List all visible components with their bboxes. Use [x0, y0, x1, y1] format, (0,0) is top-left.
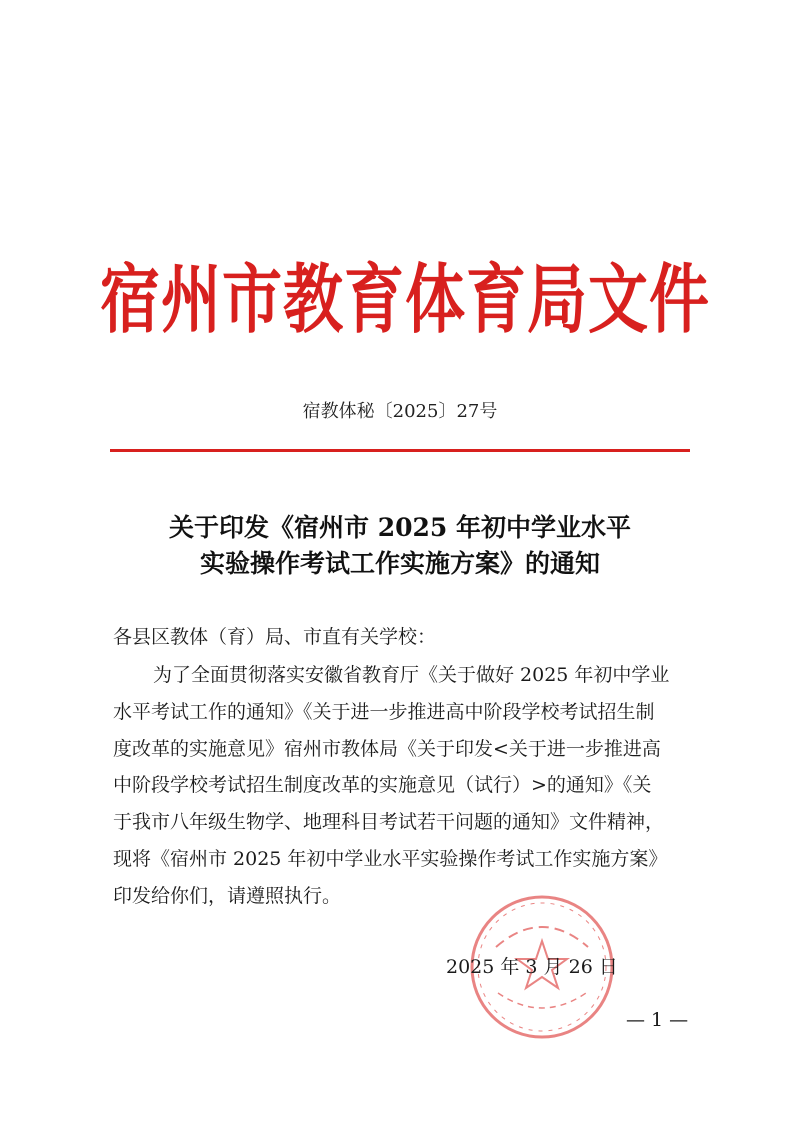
- body-text: [113, 657, 703, 915]
- body-line: 度改革的实施意见》宿州市教体局《关于印发<关于进一步推进高: [113, 737, 661, 760]
- masthead-title: 宿州市教育体育局文件: [100, 256, 710, 345]
- red-divider-line: [110, 449, 690, 452]
- body-line: 印发给你们，请遵照执行。: [113, 884, 342, 907]
- notice-title: [80, 510, 720, 582]
- document-number: 宿教体秘〔2025〕27号: [302, 401, 498, 422]
- page-number: — 1 —: [626, 1009, 689, 1031]
- salutation: 各县区教体（育）局、市直有关学校：: [113, 626, 437, 648]
- notice-title-line-1: 关于印发《宿州市 2025 年初中学业水平: [169, 513, 631, 542]
- body-line: 水平考试工作的通知》《关于进一步推进高中阶段学校考试招生制: [113, 700, 655, 723]
- body-line: 现将《宿州市 2025 年初中学业水平实验操作考试工作实施方案》: [113, 847, 668, 870]
- body-line: 中阶段学校考试招生制度改革的实施意见（试行）>的通知》《关: [113, 774, 652, 797]
- body-line: 于我市八年级生物学、地理科目考试若干问题的通知》文件精神，: [113, 811, 665, 834]
- issue-date: 2025 年 3 月 26 日: [446, 956, 618, 978]
- body-line: 为了全面贯彻落实安徽省教育厅《关于做好 2025 年初中学业: [153, 664, 670, 686]
- notice-title-line-2: 实验操作考试工作实施方案》的通知: [199, 549, 600, 578]
